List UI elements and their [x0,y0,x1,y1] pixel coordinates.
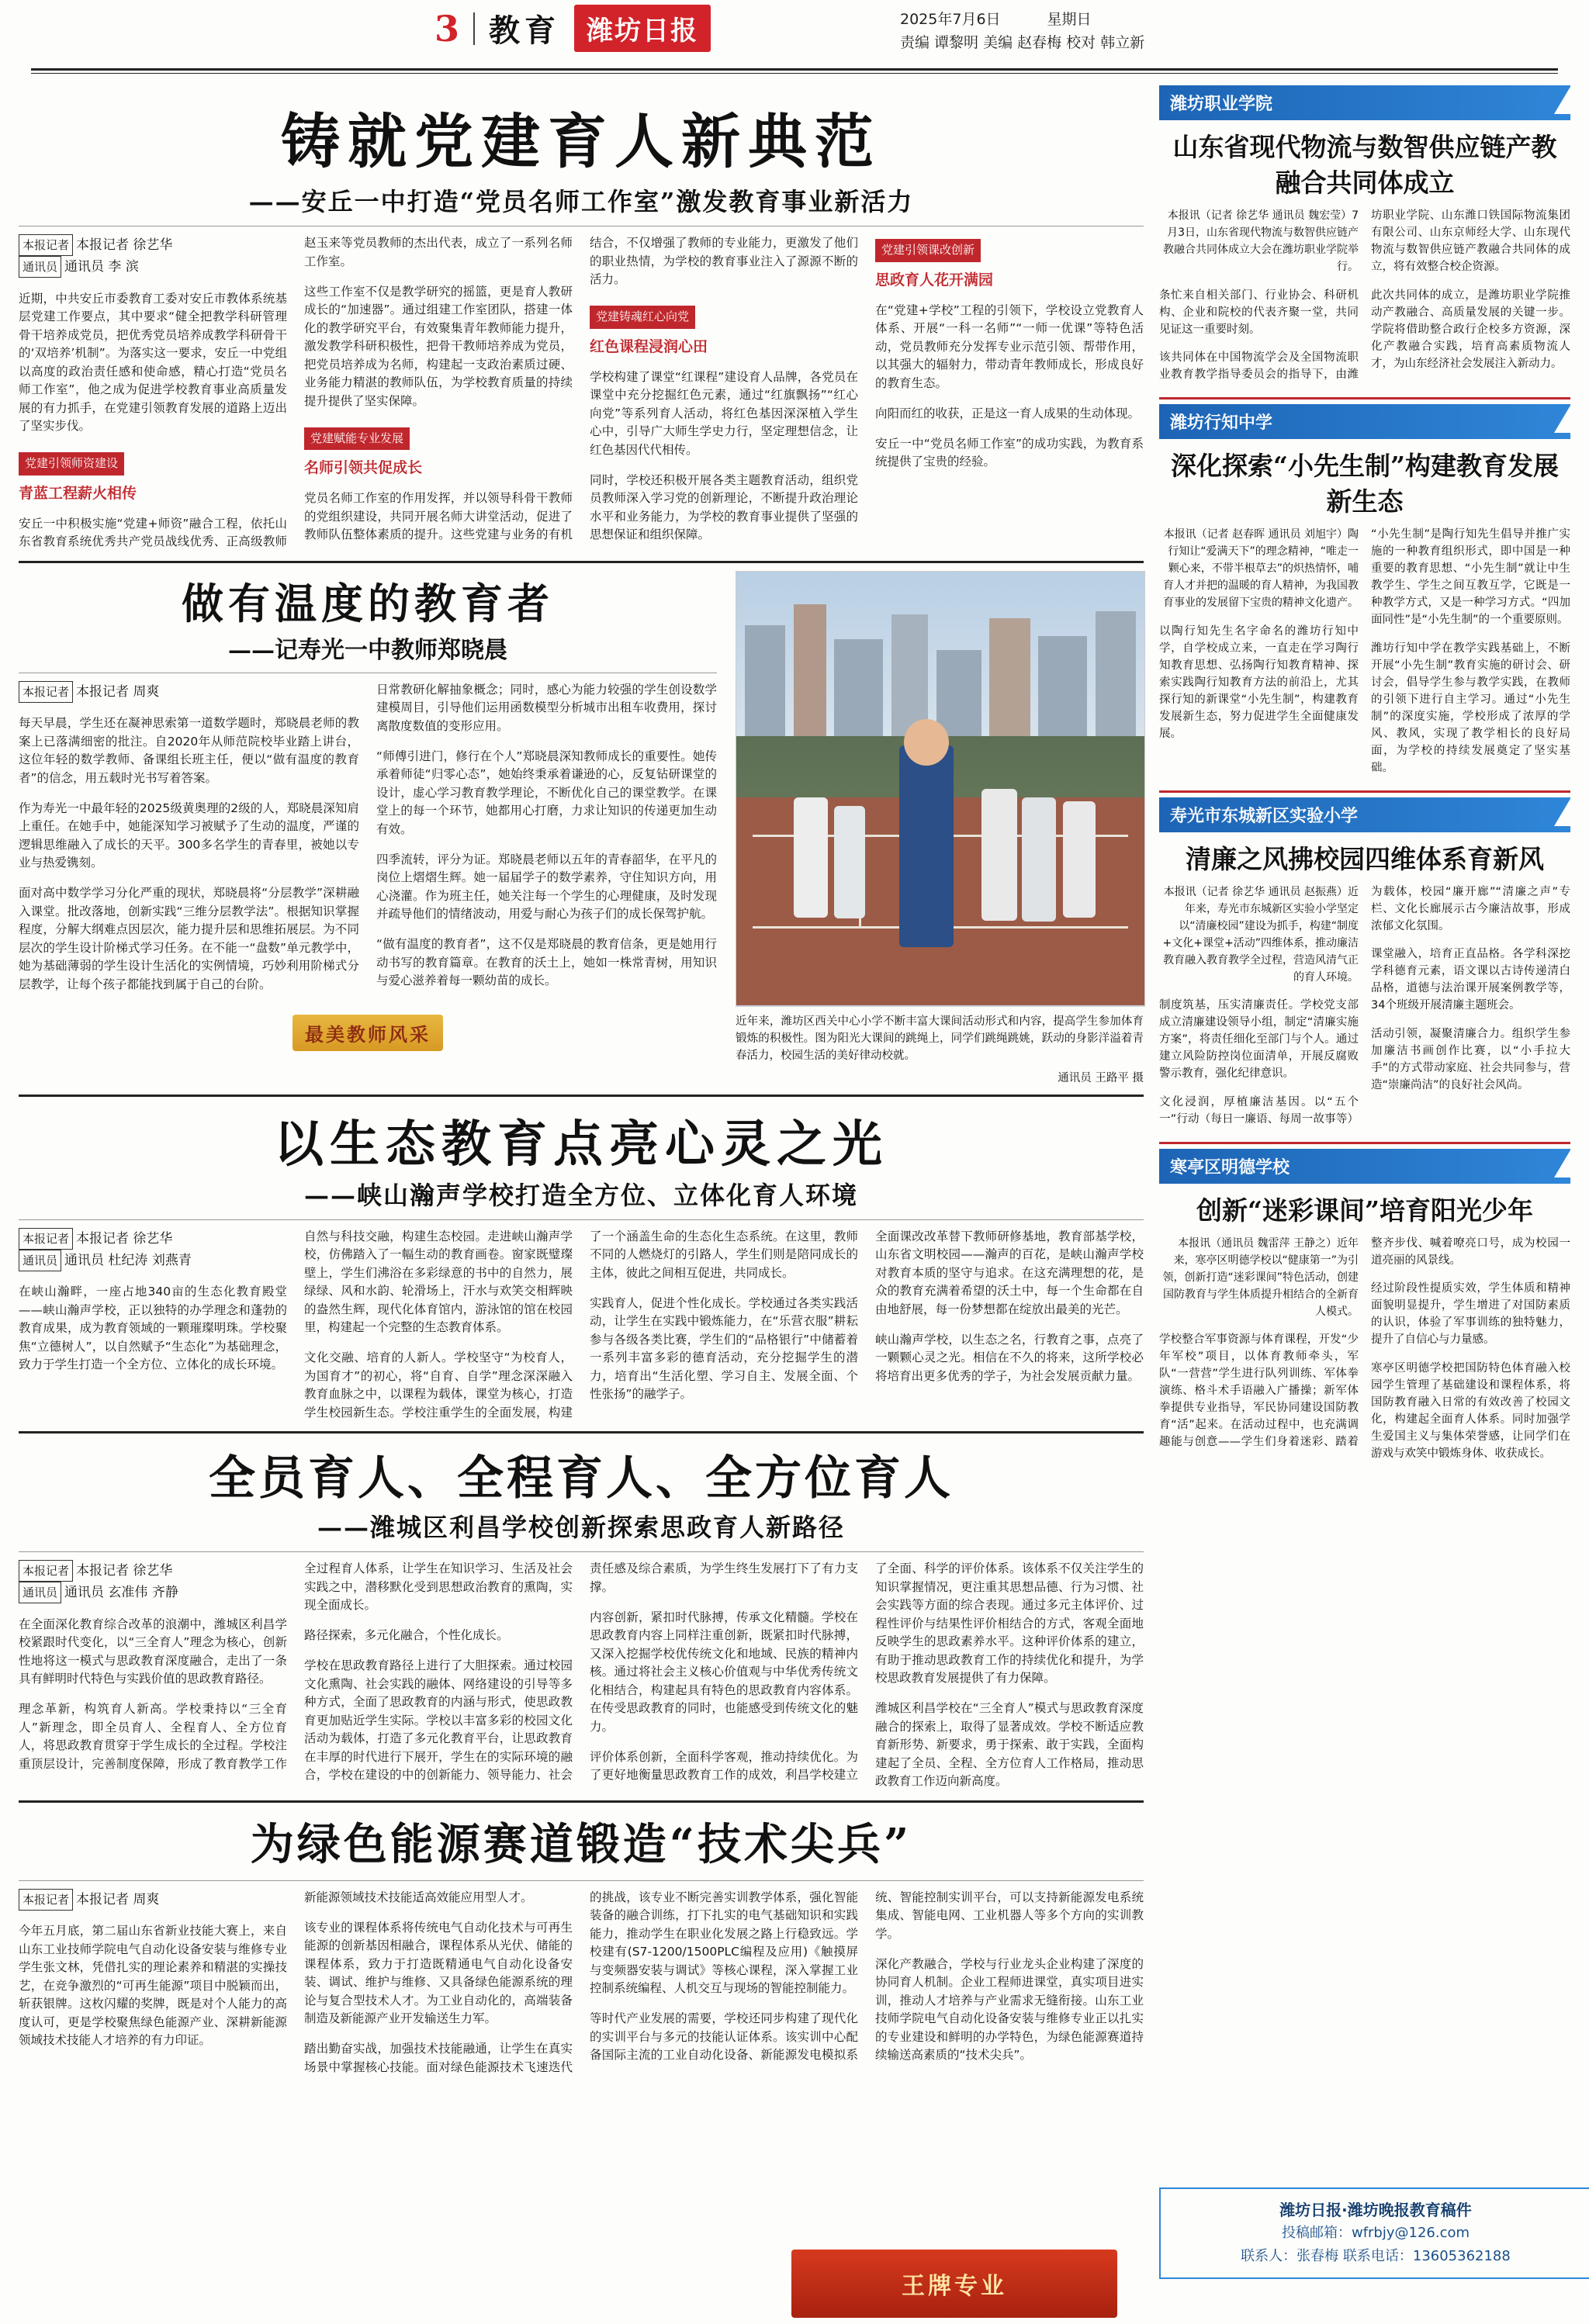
brief-title: 山东省现代物流与数智供应链产教融合共同体成立 [1172,132,1557,198]
article2-body [19,681,717,1005]
paper-logo: 潍坊日报 [574,5,711,52]
paragraph: 日常教研化解抽象概念；同时，感心为能力较强的学生创设数学建模周目，引导他们运用函数模型分析城市出租车收费用，探讨离散度数值的变形应用。 [376,682,717,733]
section-rule [19,561,1144,563]
brief-title: 创新“迷彩课间”培育阳光少年 [1196,1195,1533,1226]
ad-banner: 王牌专业 [791,2250,1117,2318]
tag-党建铸魂红心向党: 党建铸魂红心向党 [590,306,695,329]
paragraph: 以陶行知先生名字命名的潍坊行知中学，自学校成立来，一直走在学习陶行知教育思想、弘扬陶行知教育精神、探索实践陶行知教育方法的前沿上，尤其探行知的新课堂“小先生制”，构建教育发展新生态，努力促进学生全面健康发展。 [1159,624,1359,740]
photo-student [904,719,949,766]
masthead [0,0,1589,71]
paragraph: 制度筑基，压实清廉责任。学校党支部成立清廉建设领导小组，制定“清廉实施方案”，将责任细化至部门与个人。通过建立风险防控岗位面清单，开展反腐败警示教育，强化纪律意识。 [1159,999,1359,1080]
rule [19,1219,1144,1220]
article-teacher [19,571,1144,1085]
lead-title: 铸就党建育人新典范 [281,107,881,176]
paragraph: 安丘一中积极实施“党建+师资”融合工程，依托山东省教育系统优秀共产党员战线优秀、正高级教师赵玉来等党员教师的杰出代表，成立了一系列名师工作室。 [19,236,573,548]
byline-box: 通讯员 [19,1250,61,1271]
paragraph: 等时代产业发展的需要，学校还同步构建了现代化的实训平台与多元的技能认证体系。该实训中心配备国际主流的工业自动化设备、新能源发电模拟系统、智能控制实训平台，可以支持新能源发电系统集成、智能电网、工业机器人等多个方向的实训教学。 [590,1890,1144,2062]
article5-byline [19,1889,287,1911]
brief-hanting-mingde-school [1159,1149,1570,1462]
article3-body [19,1228,1144,1423]
brief-byline: 本报讯（记者 徐艺华 通讯员 赵振燕）近年来，寿光市东城新区实验小学坚定以“清廉校园”建设为抓手，构建“制度+文化+课堂+活动”四维体系，推动廉洁教育融入教育教学全过程，营造风清气正的育人环境。 [1162,885,1359,984]
lead-byline [19,234,287,278]
tag-党建引领师资建设: 党建引领师资建设 [19,452,124,476]
article-three-all-education [19,1441,1144,1791]
correspondent-name: 通讯员 玄准伟 齐静 [64,1585,178,1600]
photo-school-recess [736,571,1145,1007]
paragraph: 实践育人，促进个性化成长。学校通过各类实践活动，让学生在实践中锻炼能力，在“乐营衣服”耕耘参与各级各类比赛，学生们的“品格银行”中储蓄着一系列丰富多彩的德育活动，充分挖掘学生的潜力，培育出“生活化塑、学习自主、发展全面、个性张扬”的融学子。 [590,1295,858,1401]
banner-label: 潍坊行知中学 [1159,404,1570,439]
paragraph: 潍坊行知中学在教学实践基础上，不断开展“小先生制”教育实施的研讨会、研讨会，倡导学生参与教学实践，在教师的引领下进行自主学习。通过“小先生制”的深度实施，学校形成了浓厚的学风、教风，实现了教学相长的良好局面，为学校的持续发展奠定了坚实基础。 [1371,642,1570,774]
paragraph: 新能源领域技术技能适高效能应用型人才。 [304,1890,533,1904]
reporter-name: 本报记者 徐艺华 [76,237,173,253]
paragraph: “做有温度的教育者”，这不仅是郑晓晨的教育信条，更是她用行动书写的教育篇章。在教育的沃土上，她如一株常青树，用知识与爱心滋养着每一颗幼苗的成长。 [376,937,717,987]
article2-subtitle: ——记寿光一中教师郑晓晨 [228,636,507,664]
reporter-name: 本报记者 徐艺华 [76,1230,173,1247]
paragraph: 作为寿光一中最年轻的2025级黄奥理的2级的人，郑晓晨深知肩上重任。在她手中，她能深知学习被赋予了生动的温度，严谨的逻辑思维融入了成长的天平。300多名学生的青春里，被她以专业与热爱镌刻。 [19,801,359,870]
byline-box: 本报记者 [19,681,73,703]
tag-党建赋能专业发展: 党建赋能专业发展 [304,427,410,451]
byline-box: 通讯员 [19,1582,61,1603]
brief-byline: 本报讯（记者 徐艺华 通讯员 魏宏莹）7月3日，山东省现代物流与数智供应链产教融合共同体成立大会在潍坊职业学院举行。 [1163,209,1359,273]
tag-党建引领课改创新: 党建引领课改创新 [875,239,981,262]
brief-xingzhi-middle-school [1159,404,1570,776]
section-rule [19,1800,1144,1803]
correspondent-name: 通讯员 杜纪涛 刘燕青 [64,1252,192,1268]
photo-student [1022,797,1056,922]
award-seal: 最美教师风采 [293,1015,443,1051]
paragraph: 全面课改改革替下教师研修基地，教育部基学校，山东省文明校园——瀚声的百花，是峡山瀚声学校对教育本质的坚守与追求。在这充满理想的花，是众的教育充满着希望的沃土中，每一个生命都在自由地舒展，每一份梦想都在绽放出最美的光芒。 [875,1229,1144,1316]
paragraph: 向阳而红的收获，正是这一育人成果的生动体现。 [875,406,1141,420]
lead-body [19,234,1144,552]
article3-subtitle: ——峡山瀚声学校打造全方位、立体化育人环境 [303,1180,858,1210]
brief-body [1159,884,1570,1128]
paragraph: 课堂融入，培育正直品格。各学科深挖学科德育元素，语文课以古诗传递清白品格，道德与法治课开展案例教学等，34个班级开展清廉主题班会。 [1371,948,1570,1012]
submission-contact-box [1159,2187,1589,2279]
brief-byline: 本报讯（记者 赵春晖 通讯员 刘旭宇）陶行知让“爱满天下”的理念精神，“唯走一颗心来，不带半根草去”的炽热情怀，哺育人才并把的温暖的育人精神，为我国教育事业的发展留下宝贵的精神文化遗产。 [1163,528,1359,609]
photo-caption: 近年来，潍坊区西关中心小学不断丰富大课间活动形式和内容，提高学生参加体育锻炼的积极性。图为阳光大课间的跳绳上，同学们跳绳跳姚，跃动的身影洋溢着青春活力，校园生活的美好律动校就。 [736,1015,1144,1062]
paragraph: 学校在思政教育路径上进行了大胆探索。通过校园文化熏陶、社会实践的融体、网络建设的引导等多种方式，全面了思政教育的内涵与形式，使思政教育更加贴近学生实际。学校以丰富多彩的校园文化活动为载体，打造了多元化教育平台，让思政教育在丰厚的时代进行下展开，学生在的实际环境的融合，学校在建设的中的创新能力、领导能力、社会责任感及综合素质，为学生终生发展打下了有力支撑。 [304,1561,858,1782]
brief-body [1159,526,1570,776]
paragraph: 同时，学校还积极开展各类主题教育活动，组织党员教师深入学习党的创新理论，不断提升政治理论水平和业务能力，为学校的教育事业提供了坚强的思想保证和组织保障。 [590,472,858,541]
rule [19,1880,1144,1881]
paragraph: 在“党建+学校”工程的引领下，学校设立党教育人体系、开展“一科一名师”“一师一优课”等特色活动，党员教师充分发挥专业示范引领、帮带作用，以其强大的辐射力，带动青年教师成长，形成良好的教育生态。 [875,303,1144,390]
brief-shouguang-primary-school [1159,797,1570,1128]
left-column [19,85,1144,2077]
article5-title: 为绿色能源赛道锻造“技术尖兵” [250,1818,912,1870]
article2-byline [19,681,359,703]
banner-label: 寿光市东城新区实验小学 [1159,797,1570,832]
brief-byline: 本报讯（通讯员 魏雷萍 王静之）近年来，寒亭区明德学校以“健康第一”为引领，创新打造“迷彩课间”特色活动，创建国防教育与学生体质提升相结合的全新育人模式。 [1162,1236,1359,1318]
paragraph: 在峡山瀚畔，一座占地340亩的生态化教育殿堂——峡山瀚声学校，正以独特的办学理念和蓬勃的教育成果，成为教育领域的一颗璀璨明珠。学校聚焦“立德树人”，以自然赋予“生态化”为基础理念，致力于学生打造一个全方位、立体化的成长环境。 [19,1285,287,1371]
paragraph: 这些工作室不仅是教学研究的摇篮，更是育人教研成长的“加速器”。通过组建工作室团队，搭建一体化的教学研究平台，有效聚集青年教师能力提升，激发教学科研积极性，把骨干教师培养成为党员，把党员培养成为名师，构建起一支政治素质过硬、业务能力精湛的教师队伍，为学校教育质量的持续提升提供了坚实保障。 [304,284,573,408]
brief-vocational-college [1159,85,1570,383]
paragraph: 内容创新，紧扣时代脉搏，传承文化精髓。学校在思政教育内容上同样注重创新，既紧扣时代脉搏，又深入挖掘学校优传统文化和地域、民族的精神内核。通过将社会主义核心价值观与中华优秀传统文化相结合，构建起具有特色的思政教育内容体系。在传受思政教育的同时，也能感受到传统文化的魅力。 [590,1610,858,1734]
lead-subtitle: ——安丘一中打造“党员名师工作室”激发教育事业新活力 [248,187,914,216]
footer-email: 投稿邮箱：wfrbjy@126.com [1281,2225,1470,2241]
reporter-name: 本报记者 徐艺华 [76,1563,173,1579]
paragraph: 面对高中数学学习分化严重的现状，郑晓晨将“分层教学”深耕融入课堂。批改落地，创新实践“三维分层教学法”。根据知识掌握程度，分解大纲难点因层次，能力提升层和思维拓展层。为不同层次的学生设计阶梯式学习任务。在不能一“盘数”单元教学中，她为基础薄弱的学生设计生活化的实例情境，巧妙利用阶梯式分层教学，让每个孩子都能找到属于自己的台阶。 [19,886,359,991]
photo-student [981,789,1017,921]
article-eco-education [19,1105,1144,1423]
paragraph: 近期，中共安丘市委教育工委对安丘市教体系统基层党建工作要点，其中要求“健全把教学科研管理骨干培养成党员，把优秀党员培养成教学科研骨干的‘双培养’机制”。为落实这一要求，安丘一中党组以高度的政治责任感和使命感，精心打造“党员名师工作室”，他之成为促进学校教育事业高质量发展的有力抓手，在党建引领教育发展的道路上迈出了坚实步伐。 [19,291,287,433]
rule [1159,790,1570,793]
masthead-meta [900,8,1144,54]
article4-title: 全员育人、全程育人、全方位育人 [209,1451,954,1506]
article2-title: 做有温度的教育者 [182,578,554,628]
article-green-energy [19,1810,1144,2077]
paragraph: 寒亭区明德学校把国防特色体育融入校园学生管理了基础建设和课程体系，将国防教育融入日常的有效改善了校园文化，构建起全面育人体系。同时加强学生爱国主义与集体荣誉感，让同学们在游戏与欢笑中锻炼身体、收获成长。 [1371,1361,1570,1460]
rule [19,226,1144,227]
byline-box: 本报记者 [19,1560,73,1582]
paragraph: 条忙来自相关部门、行业协会、科研机构、企业和院校的代表齐聚一堂，共同见证这一重要时刻。 [1159,289,1359,336]
paragraph: 经过阶段性提质实效，学生体质和精神面貌明显提升，学生增进了对国防素质的认识，体验了军事训练的独特魅力，提升了自信心与力量感。 [1371,1282,1570,1346]
paragraph: 理念革新，构筑育人新高。学校秉持以“三全育人”新理念，即全员育人、全程育人、全方位育人，将思政教育贯穿于学生成长的全过程。学校注重顶层设计，完善制度保障，形成了教育教学工作全过程育人体系，让学生在知识学习、生活及社会实践之中，潜移默化受到思想政治教育的熏陶，实现全面成长。 [19,1561,573,1771]
rule [1159,1142,1570,1144]
article4-body [19,1560,1144,1791]
banner-label: 潍坊职业学院 [1159,85,1570,120]
paragraph: 该共同体在中国物流学会及全国物流职业教育教学指导委员会的指导下，由潍坊职业学院、山东潍口铁国际物流集团有限公司、山东京师经大学、山东现代物流与数智供应链产教融合共同体的成立，将有效整合校企资源。 [1159,209,1570,381]
paragraph: 深化产教融合，学校与行业龙头企业构建了深度的协同育人机制。企业工程师进课堂，真实项目进实训，推动人才培养与产业需求无缝衔接。山东工业技师学院电气自动化设备安装与维修专业正以扎实的专业建设和鲜明的办学特色，为绿色能源赛道持续输送高素质的“技术尖兵”。 [875,1956,1144,2062]
reporter-name: 本报记者 周爽 [76,1891,160,1907]
article4-byline [19,1560,287,1603]
paragraph: 自然与科技交融，构建生态校园。走进峡山瀚声学校，仿佛踏入了一幅生动的教育画卷。窗家既璧璨壁上，学生们沸浴在多彩绿意的书中的自然力，展绿绿、风和水韵、轮滑场上，汗水与欢笑交相辉映的盎然生辉，现代化体育馆内，游泳馆的馆在校园里，构建起一个完整的生态教育体系。 [304,1229,573,1334]
section-rule [19,1431,1144,1433]
paragraph: 该专业的课程体系将传统电气自动化技术与可再生能源的创新基因相融合，课程体系从光伏、储能的课程体系，致力于打造既精通电气自动化设备安装、调试、维护与维修、又具备绿色能源系统的理论与复合型技术人才。为工业自动化的，高端装备制造及新能源产业开发输送生力军。 [304,1920,573,2025]
section-rule [19,1095,1144,1097]
paragraph: 文化浸润，厚植廉洁基因。以“五个一”行动（每日一廉语、每周一故事等）为载体，校园“廉开廊”“清廉之声”专栏、文化长廊展示古今廉洁故事，形成浓郁文化氛围。 [1159,885,1570,1126]
brief-title: 深化探索“小先生制”构建教育发展新生态 [1171,451,1559,517]
brief-title: 清廉之风拂校园四维体系育新风 [1186,843,1544,874]
brief-body [1159,1235,1570,1462]
paragraph: 党员名师工作室的作用发挥，并以领导科骨干教师的党组织建设，共同开展名师大讲堂活动，促进了教师队伍整体素质的提升。这些党建与业务的有机结合，不仅增强了教师的专业能力，更激发了他们的职业热情，为学校的教育事业注入了源源不断的活力。 [304,236,858,541]
article4-subtitle: ——潍城区利昌学校创新探索思政育人新路径 [317,1513,845,1542]
byline-box: 通讯员 [19,256,61,278]
divider [473,12,475,45]
photo-student [1063,801,1096,918]
byline-box: 本报记者 [19,1889,73,1911]
paragraph: 每天早晨，学生还在凝神思索第一道数学题时，郑晓晨老师的教案上已落满细密的批注。自2020年从师范院校毕业踏上讲台，这位年轻的数学教师、备课组长班主任，便以“做有温度的教育者”的信念，用五载时光书写着答案。 [19,716,359,785]
subhead: 思政育人花开满园 [875,271,994,289]
photo-credit: 通讯员 王路平 摄 [1058,1071,1144,1084]
paragraph: 踏出勤奋实战，加强技术技能融通，让学生在真实场景中掌握核心技能。面对绿色能源技术飞速迭代的挑战，该专业不断完善实训教学体系，强化智能装备的融合训练，打下扎实的电气基础知识和实践能力，推动学生在职业化发展之路上行稳致远。学校建有(S7-1200/1500PLC编程及应用)《触摸屏与变频器安装与调试》等核心课程，深入掌握工业控制系统编程、人机交互与现场的智能控制能力。 [304,1890,858,2074]
photo-student-foreground [899,745,954,947]
paragraph: 潍城区利昌学校在“三全育人”模式与思政教育深度融合的探索上，取得了显著成效。学校不断适应教育新形势、新要求，勇于探索、敢于实践，全面构建起了全员、全程、全方位育人工作格局，推动思政教育工作迈向新高度。 [875,1701,1144,1788]
subhead: 名师引领共促成长 [304,459,423,476]
footer-contact: 联系人：张春梅 联系电话：13605362188 [1241,2248,1511,2264]
paragraph: 评价体系创新，全面科学客观，推动持续优化。为了更好地衡量思政教育工作的成效，利昌学校建立了全面、科学的评价体系。该体系不仅关注学生的知识掌握情况，更注重其思想品德、行为习惯、社会实践等方面的综合表现。通过多元主体评价、过程性评价与结果性评价相结合的方式，客观全面地反映学生的思政素养水平。这种评价体系的建立，有助于推动思政教育工作的持续优化和提升，为学校思政教育发展提供了有力保障。 [590,1561,1144,1782]
byline-box: 本报记者 [19,234,73,256]
photo-student [834,806,865,918]
weekday: 星期日 [1047,11,1092,28]
article5-body [19,1889,1144,2077]
paragraph: 文化交融、培育的人新人。学校坚守“为校育人，为国育才”的初心，将“自育、自学”理念深深融入教育血脉之中，以课程为载体，课堂为核心，打造学生校园新生态。学校注重学生的全面发展，构建了一个涵盖生命的生态化生态系统。在这里，教师不同的人燃烧灯的引路人，学生们则是陪同成长的主体，彼此之间相互促进，共同成长。 [304,1229,858,1420]
paragraph: 今年五月底，第二届山东省新业技能大赛上，来自山东工业技师学院电气自动化设备安装与维修专业学生张文林，凭借扎实的理论素养和精湛的实操技艺，在竞争激烈的“可再生能源”项目中脱颖而出，斩获银牌。这枚闪耀的奖牌，既是对个人能力的高度认可，更是学校聚焦绿色能源产业、深耕新能源领域技术技能人才培养的有力印证。 [19,1924,287,2047]
photo-student [794,797,828,918]
reporter-name: 本报记者 周爽 [76,683,160,700]
brief-body [1159,207,1570,383]
section-title: 教育 [489,12,561,49]
paragraph: 峡山瀚声学校，以生态之名，行教育之事，点亮了一颗颗心灵之光。相信在不久的将来，这所学校必将培育出更多优秀的学子，为社会发展贡献力量。 [875,1332,1144,1383]
paragraph: 在全面深化教育综合改革的浪潮中，潍城区利昌学校紧跟时代变化，以“三全育人”理念为核心，创新性地将这一模式与思政教育深度融合，走出了一条具有鲜明时代特色与实践价值的思政教育路径。 [19,1617,287,1686]
correspondent-name: 通讯员 李 滨 [64,259,139,275]
editors-line: 责编 谭黎明 美编 赵春梅 校对 韩立新 [900,34,1145,51]
paragraph: 学校整合军事资源与体育课程，开发“少年军校”项目，以体育教师牵头，军队“一营营”学生进行队列训练、军体拳演练、格斗术手语融入广播操；新军体拳提供专业指导，军民协同建设国防教育“活”起来。在活动过程中，也充满调趣能与创意——学生们身着迷彩、踏着整齐步伐、喊着嘹亮口号，成为校园一道亮丽的风景线。 [1159,1236,1570,1448]
byline-box: 本报记者 [19,1228,73,1250]
article3-title: 以生态教育点亮心灵之光 [274,1115,888,1174]
footer-title: 潍坊日报·潍坊晚报教育稿件 [1279,2201,1472,2219]
subhead: 青蓝工程薪火相传 [19,484,137,502]
subhead: 红色课程浸润心田 [590,337,708,355]
paragraph: 四季流转，评分为证。郑晓晨老师以五年的青春韶华，在平凡的岗位上熠熠生辉。她一届届学子的数学素养，守住知识方向，用心浇灌。作为班主任，她关注每一个学生的心理健康，及时发现并疏导他们的情绪波动，用爱与耐心为孩子们的成长保驾护航。 [376,852,717,921]
paragraph: “师傅引进门，修行在个人”郑晓晨深知教师成长的重要性。她传承着师徒“归零心态”，她始终秉承着谦逊的心，反复钻研课堂的设计，虚心学习教育教学理论，不断优化自己的课堂教学。在课堂上的每一个环节，她都用心打磨，力求让知识的传递更加生动有效。 [376,749,717,836]
paragraph: 安丘一中“党员名师工作室”的成功实践，为教育系统提供了宝贵的经验。 [875,436,1144,469]
banner-label: 寒亭区明德学校 [1159,1149,1570,1184]
masthead-rule-secondary [31,73,1558,74]
paragraph: “小先生制”是陶行知先生倡导并推广实施的一种教育组织形式，即中国是一种重要的教育思想、“小先生制”就让中生教学生、学生之间互教互学，它既是一种教学方式，又是一种学习方式。“四加面同性”是“小先生制”的一个重要原则。 [1371,528,1570,626]
paragraph: 学校构建了课堂“红课程”建设育人品牌，各党员在课堂中充分挖掘红色元素，通过“红旗飘扬”“红心向党”等系列育人活动，将红色基因深深植入学生心中，引导广大师生学史力行，坚定理想信念，让红色基因代代相传。 [590,369,858,457]
right-column [1159,85,1570,1476]
publish-date: 2025年7月6日 [900,11,1001,28]
lead-article [19,95,1144,552]
article3-byline [19,1228,287,1271]
photo-buildings [736,597,1144,736]
masthead-rule [31,68,1558,71]
paragraph: 此次共同体的成立，是潍坊职业学院推动产教融合、高质量发展的关键一步。学院将借助整合政行企校多方资源，深化产教融合实践，培育高素质物流人才，为山东经济社会发展注入新动力。 [1371,289,1570,370]
page-number: 3 [434,7,460,50]
rule [1159,397,1570,399]
paragraph: 路径探索，多元化融合，个性化成长。 [304,1628,509,1642]
rule [19,1551,1144,1552]
paragraph: 活动引领，凝聚清廉合力。组织学生参加廉洁书画创作比赛，以“小手拉大手”的方式带动家庭、社会共同参与，营造“崇廉尚洁”的良好社会风尚。 [1371,1027,1570,1091]
